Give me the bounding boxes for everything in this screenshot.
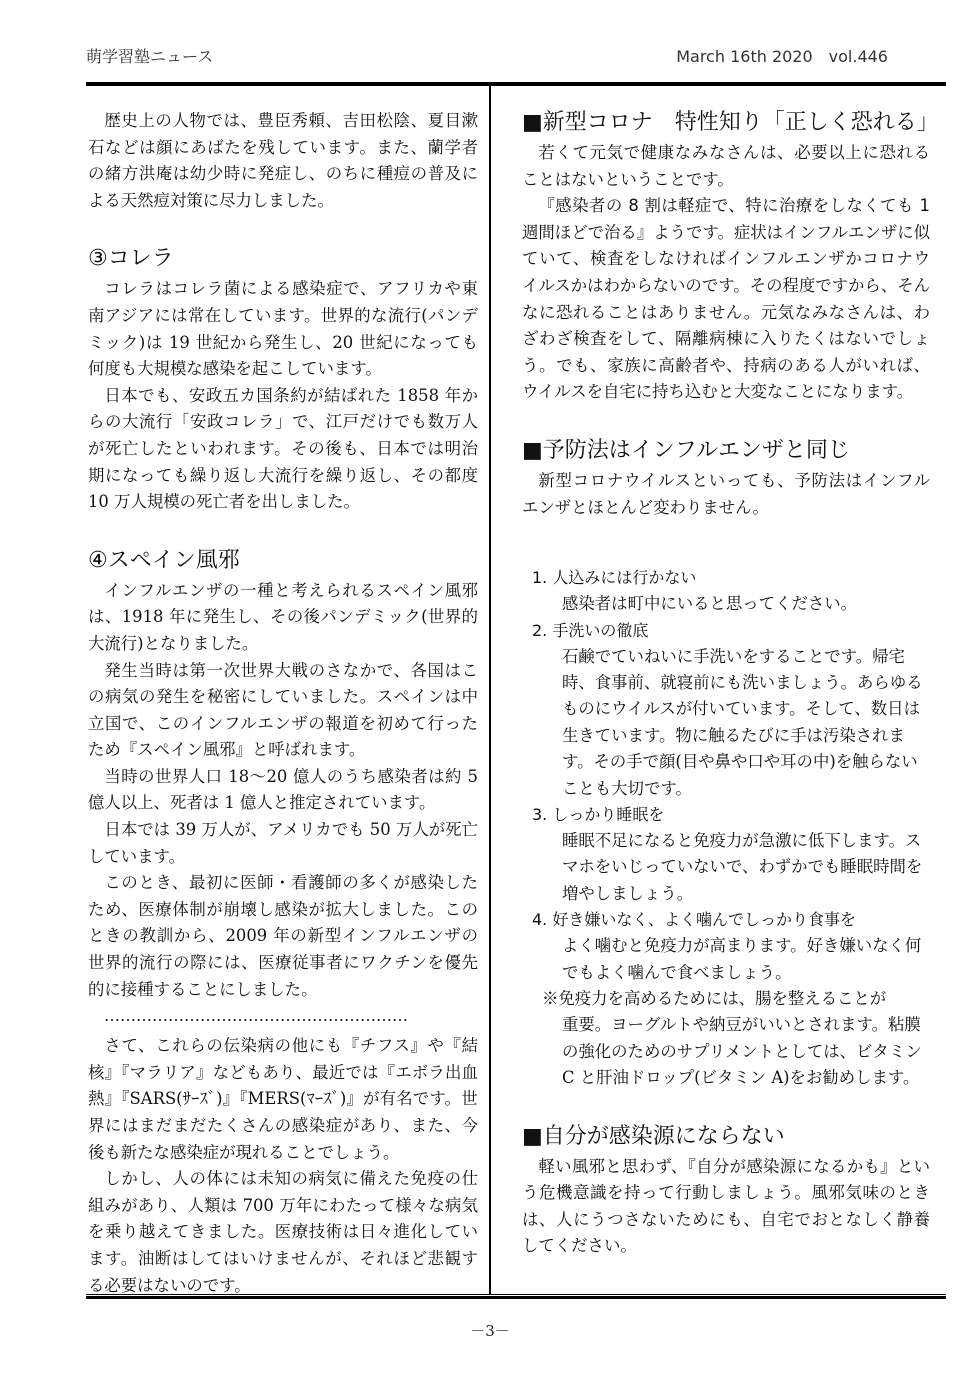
corona-heading: ■新型コロナ 特性知り「正しく恐れる」: [522, 110, 939, 135]
list-item-title: 1. 人込みには行かない: [532, 568, 697, 588]
list-item-title: 4. 好き嫌いなく、よく噛んでしっかり食事を: [532, 910, 857, 930]
issue-date-volume: March 16th 2020 vol.446: [676, 47, 888, 66]
closing-paragraph-1: さて、これらの伝染病の他にも『チフス』や『結核』『マラリア』などもあり、最近では『エボラ出血熱』『SARS(ｻｰｽﾞ)』『MERS(ﾏｰｽﾞ)』が有名です。世界にはまだまだたくさんの感染症があり、また、今後も新たな感染症が現れることでしょう。: [88, 1036, 478, 1162]
bottom-rule: [86, 1294, 946, 1299]
corona-paragraph-1: 若くて元気で健康なみなさんは、必要以上に恐れることはないということです。: [522, 143, 930, 189]
immunity-note-body: 重要。ヨーグルトや納豆がいいとされます。粘膜の強化のためのサプリメントとしては、ビタミン C と肝油ドロップ(ビタミン A)をお勧めします。: [562, 1015, 922, 1088]
list-item-title: 3. しっかり睡眠を: [532, 804, 665, 824]
immunity-note-head: ※免疫力を高めるためには、腸を整えることが: [542, 989, 887, 1008]
list-item-title: 2. 手洗いの徹底: [532, 620, 649, 640]
cholera-paragraph-1: コレラはコレラ菌による感染症で、アフリカや東南アジアには常在しています。世界的な流行(パンデミック)は 19 世紀から発生し、20 世紀になっても何度も大規模な感染を起こしています。: [88, 279, 478, 379]
column-divider: [489, 86, 491, 1294]
list-item-body: 感染者は町中にいると思ってください。: [562, 594, 858, 614]
dotted-separator: …………………………………………………: [104, 1006, 408, 1026]
prevention-list: [522, 565, 930, 1092]
corona-paragraph-2: [522, 193, 930, 406]
page-number: －3－: [470, 1322, 510, 1340]
cholera-paragraph-2: 日本でも、安政五カ国条約が結ばれた 1858 年からの大流行「安政コレラ」で、江戸だけでも数万人が死亡したといわれます。その後も、日本では明治期になっても繰り返し大流行を繰り返し、その都度 10 万人規模の死亡者を出しました。: [88, 385, 478, 512]
prevention-heading: ■予防法はインフルエンザと同じ: [522, 437, 850, 463]
corona-paragraph-2-rest: ようです。症状はインフルエンザに似ていて、検査をしなければインフルエンザかコロナウイルスかはわからないのです。その程度ですから、そんなに恐れることはありません。元気なみなさんは、わざわざ検査をして、隔離病棟に入りたくはないでしょう。でも、家族に高齢者や、持病のある人がいれば、ウイルスを自宅に持ち込むと大変なことになります。: [522, 222, 931, 402]
smallpox-closing-paragraph: 歴史上の人物では、豊臣秀頼、吉田松陰、夏目漱石などは顔にあばたを残しています。また、蘭学者の緒方洪庵は幼少時に発症し、のちに種痘の普及による天然痘対策に尽力しました。: [88, 111, 478, 210]
self-source-paragraph: 軽い風邪と思わず、『自分が感染源になるかも』という危機意識を持って行動しましょう。風邪気味のときは、人にうつさないためにも、自宅でおとなしく静養してください。: [522, 1156, 930, 1256]
spanish-flu-paragraph-1: インフルエンザの一種と考えられるスペイン風邪は、1918 年に発生し、その後パンデミック(世界的大流行)となりました。: [88, 580, 478, 653]
list-item-body: 睡眠不足になると免疫力が急激に低下します。スマホをいじっていないで、わずかでも睡眠時間を増やしましょう。: [562, 830, 923, 903]
list-item: [522, 802, 930, 907]
corona-highlight: 『感染者の 8 割は軽症で、特に治療をしなくても 1 週間ほどで治る』: [522, 196, 930, 242]
spanish-flu-paragraph-4: 日本では 39 万人が、アメリカでも 50 万人が死亡しています。: [88, 820, 478, 866]
closing-paragraph-2: しかし、人の体には未知の病気に備えた免疫の仕組みがあり、人類は 700 万年にわたって様々な病気を乗り越えてきました。医療技術は日々進化しています。油断はしてはいけませんが、それほど悲観する必要はないのです。: [88, 1169, 478, 1295]
list-item-body: よく噛むと免疫力が高まります。好き嫌いなく何でもよく噛んで食べましょう。: [562, 936, 922, 982]
list-item: [522, 907, 930, 986]
top-rule: [86, 82, 946, 86]
prevention-paragraph: 新型コロナウイルスといっても、予防法はインフルエンザとほとんど変わりません。: [522, 470, 930, 517]
spanish-flu-paragraph-5: このとき、最初に医師・看護師の多くが感染したため、医療体制が崩壊し感染が拡大しました。このときの教訓から、2009 年の新型インフルエンザの世界的流行の際には、医療従事者にワクチンを優先的に接種することにしました。: [88, 873, 478, 999]
spanish-flu-paragraph-3: 当時の世界人口 18～20 億人のうち感染者は約 5 億人以上、死者は 1 億人と推定されています。: [88, 766, 478, 813]
left-column: [88, 108, 478, 1299]
list-item: [522, 618, 930, 802]
cholera-heading: ③コレラ: [88, 246, 174, 272]
page-header: [86, 44, 940, 68]
spanish-flu-heading: ④スペイン風邪: [88, 547, 240, 573]
list-item-body: 石鹸でていねいに手洗いをすることです。帰宅時、食事前、就寝前にも洗いましょう。あらゆるものにウイルスが付いています。そして、数日は生きています。物に触るたびに手は汚染されます。その手で顔(目や鼻や口や耳の中)を触らないことも大切です。: [562, 646, 923, 798]
right-column: [522, 108, 939, 1260]
self-source-heading: ■自分が感染源にならない: [522, 1123, 785, 1149]
list-item: [522, 565, 930, 617]
spanish-flu-paragraph-2: 発生当時は第一次世界大戦のさなかで、各国はこの病気の発生を秘密にしていました。スペインは中立国で、このインフルエンザの報道を初めて行ったため『スペイン風邪』と呼ばれます。: [88, 660, 478, 760]
publication-name: 萌学習塾ニュース: [86, 47, 214, 66]
